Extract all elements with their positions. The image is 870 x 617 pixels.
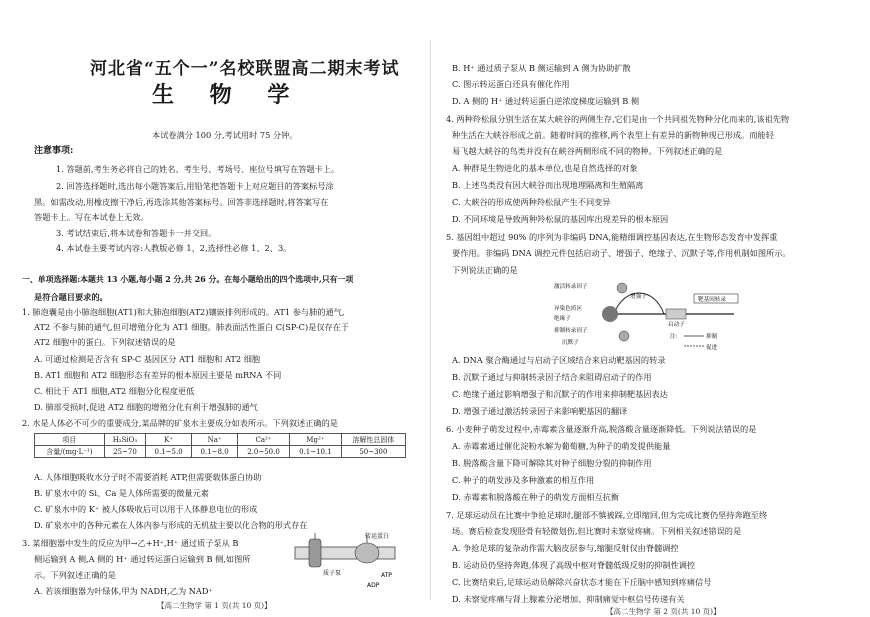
mineral-water-table bbox=[34, 433, 406, 458]
q4-option: C. 大峡谷的形成使两种羚松鼠产生不同变异 bbox=[452, 197, 611, 207]
q3-line: 示。下列叙述正确的是 bbox=[34, 570, 116, 580]
activator-shape bbox=[617, 283, 627, 293]
q5-line: 要作用。非编码 DNA 调控元件包括启动子、增强子、绝缘子、沉默子等,作用机制如图所示。 bbox=[452, 248, 791, 258]
q5-option: A. DNA 聚合酶通过与启动子区域结合来启动靶基因的转录 bbox=[452, 355, 666, 365]
q2-option: D. 矿泉水中的各种元素在人体内参与形成的无机盐主要以化合物的形式存在 bbox=[34, 520, 308, 530]
q2-option: C. 矿泉水中的 K⁺ 被人体吸收后可以用于人体静息电位的形成 bbox=[34, 504, 258, 514]
q7-option: B. 运动员仍坚持奔跑,体现了高级中枢对脊髓低级反射的抑制性调控 bbox=[452, 560, 696, 570]
q7-line: 场。赛后检查发现胫骨有轻微划伤,但比赛时未察觉疼痛。下列相关叙述错误的是 bbox=[452, 526, 742, 536]
proton-pump-shape bbox=[309, 539, 321, 567]
q6-option: B. 脱落酸含量下降可解除其对种子细胞分裂的抑制作用 bbox=[452, 458, 652, 468]
q3-line: 3. 某细胞器中发生的反应为甲→乙+H⁺,H⁺ 通过质子泵从 B bbox=[22, 538, 239, 548]
q4-option: A. 种群是生物进化的基本单位,也是自然选择的对象 bbox=[452, 163, 638, 173]
notice-line: 1. 答题前,考生务必将自己的姓名、考生号、考场号、座位号填写在答题卡上。 bbox=[56, 164, 340, 174]
gene-regulation-figure bbox=[554, 280, 744, 352]
table-header-cell: K⁺ bbox=[146, 434, 192, 446]
notice-heading: 注意事项: bbox=[34, 146, 74, 156]
q4-option: B. 上述鸟类没有因大峡谷而出现地理隔离和生殖隔离 bbox=[452, 180, 644, 190]
label-target-gene: 靶基因转录 bbox=[698, 297, 726, 303]
promoter-shape bbox=[666, 309, 686, 319]
table-header-cell: Mg²⁺ bbox=[289, 434, 341, 446]
q1-option: A. 可通过检测是否含有 SP-C 基因区分 AT1 细胞和 AT2 细胞 bbox=[34, 354, 261, 364]
notice-line: 2. 回答选择题时,选出每小题答案后,用铅笔把答题卡上对应题目的答案标号涂 bbox=[56, 181, 334, 191]
q5-line: 5. 基因组中超过 90% 的序列为非编码 DNA,能精细调控基因表达,在生物形态发育中发挥重 bbox=[446, 232, 778, 242]
table-cell: 含量/(mg·L⁻¹) bbox=[35, 446, 105, 458]
label-promoter: 启动子 bbox=[668, 322, 685, 328]
label-atp: ATP bbox=[381, 572, 392, 579]
q1-line: AT2 不参与肺的通气,但可增殖分化为 AT1 细胞。肺表面活性蛋白 C(SP-C)是仅存在于 bbox=[34, 322, 350, 332]
q4-line: 种生活在大峡谷形成之前。随着时间的推移,两个表型上有差异的新物种现已形成。而能轻 bbox=[452, 130, 774, 140]
q7-option: D. 未察觉疼痛与肾上腺素分泌增加、抑制痛觉中枢信号传递有关 bbox=[452, 594, 685, 604]
table-header-cell: 项目 bbox=[35, 434, 105, 446]
label-repressor: 抑制转录因子 bbox=[554, 328, 588, 334]
table-cell: 50~300 bbox=[341, 446, 405, 458]
label-proton-pump: 质子泵 bbox=[323, 570, 342, 577]
page-footer: 【高二生物学 第 1 页(共 10 页)】 bbox=[157, 601, 272, 610]
q2-stem: 2. 水是人体必不可少的重要成分,某品牌的矿泉水主要成分如表所示。下列叙述正确的是 bbox=[22, 418, 338, 428]
q3-option: B. H⁺ 通过质子泵从 B 侧运输到 A 侧为协助扩散 bbox=[452, 63, 631, 73]
insulator-protein-shape bbox=[602, 306, 618, 322]
transporter-shape bbox=[355, 543, 379, 563]
q4-line: 4. 两种羚松鼠分别生活在某大峡谷的两侧生存,它们是由一个共同祖先物种分化而来的,该祖先物 bbox=[446, 114, 790, 124]
q5-option: B. 沉默子通过与抑制转录因子结合来阻碍启动子的作用 bbox=[452, 372, 652, 382]
exam-info: 本试卷满分 100 分,考试用时 75 分钟。 bbox=[152, 130, 298, 140]
subject-title: 生 物 学 bbox=[152, 82, 304, 108]
table-cell: 2.0~50.0 bbox=[238, 446, 290, 458]
q1-line: AT2 细胞中的蛋白。下列叙述错误的是 bbox=[34, 337, 176, 347]
q4-line: 易飞越大峡谷的鸟类并没有在峡谷两侧形成不同的物种。下列叙述正确的是 bbox=[452, 146, 723, 156]
proton-pump-figure bbox=[287, 531, 407, 593]
label-silencer: 沉默子 bbox=[562, 340, 579, 346]
q6-option: D. 赤霉素和脱落酸在种子的萌发方面相互抗衡 bbox=[452, 492, 620, 502]
table-cell: 25~70 bbox=[104, 446, 145, 458]
label-activator: 激活转录因子 bbox=[554, 284, 588, 290]
legend-note: 注: bbox=[670, 334, 678, 340]
q5-line: 下列说法正确的是 bbox=[452, 265, 518, 275]
q6-line: 6. 小麦种子萌发过程中,赤霉素含量逐渐升高,脱落酸含量逐渐降低。下列说法错误的是 bbox=[446, 424, 757, 434]
q7-line: 7. 足球运动员在比赛中争抢足球时,腿部不慎被踩,立即缩回,但为完成比赛仍坚持奔跑至终 bbox=[446, 510, 768, 520]
section-heading-cont: 是符合题目要求的。 bbox=[34, 292, 108, 302]
notice-line: 4. 本试卷主要考试内容:人教版必修 1、2,选择性必修 1、2、3。 bbox=[56, 243, 292, 253]
table-cell: 0.1~8.0 bbox=[192, 446, 238, 458]
table-header-cell: H₂SiO₃ bbox=[104, 434, 145, 446]
q3-line: 侧运输到 A 侧,A 侧的 H⁺ 通过转运蛋白运输到 B 侧,如图所 bbox=[34, 554, 251, 564]
q6-option: A. 赤霉素通过催化淀粉水解为葡萄糖,为种子的萌发提供能量 bbox=[452, 441, 671, 451]
label-adp: ADP bbox=[367, 582, 380, 589]
q5-option: C. 绝缘子通过影响增强子和沉默子的作用来抑制靶基因表达 bbox=[452, 389, 668, 399]
q3-option: D. A 侧的 H⁺ 通过转运蛋白逆浓度梯度运输到 B 侧 bbox=[452, 96, 640, 106]
label-enhancer: 增强子 bbox=[630, 294, 647, 300]
q6-option: C. 种子的萌发涉及多种激素的相互作用 bbox=[452, 475, 595, 485]
repressor-shape bbox=[619, 331, 629, 341]
table-cell: 0.1~5.0 bbox=[146, 446, 192, 458]
q7-option: A. 争抢足球的复杂动作需大脑皮层参与,缩腿反射仅由脊髓调控 bbox=[452, 543, 679, 553]
q7-option: C. 比赛结束后,足球运动员解除兴奋状态才能在下丘脑中感知到疼痛信号 bbox=[452, 577, 712, 587]
table-header-cell: Na⁺ bbox=[192, 434, 238, 446]
q1-option: B. AT1 细胞和 AT2 细胞形态有差异的根本原因主要是 mRNA 不同 bbox=[34, 370, 282, 380]
page-footer: 【高二生物学 第 2 页(共 10 页)】 bbox=[606, 607, 721, 616]
q2-option: A. 人体细胞吸收水分子时不需要消耗 ATP,但需要载体蛋白协助 bbox=[34, 472, 262, 482]
table-header-cell: Ca²⁺ bbox=[238, 434, 290, 446]
q1-option: D. 肺部受损时,促进 AT2 细胞的增殖分化有利于增强肺的通气 bbox=[34, 402, 258, 412]
q3-option: C. 图示转运蛋白还具有催化作用 bbox=[452, 79, 570, 89]
table-cell: 0.1~10.1 bbox=[289, 446, 341, 458]
label-heterochromatin: 异染色质区 bbox=[554, 306, 582, 312]
notice-line: 3. 考试结束后,将本试卷和答题卡一并交回。 bbox=[56, 228, 217, 238]
section-heading: 一、单项选择题:本题共 13 小题,每小题 2 分,共 26 分。在每小题给出的四个选项中,只有一项 bbox=[22, 275, 354, 284]
q5-option: D. 增强子通过激活转录因子来影响靶基因的翻译 bbox=[452, 406, 628, 416]
label-transporter: 转运蛋白 bbox=[365, 533, 390, 540]
notice-line: 答题卡上。写在本试卷上无效。 bbox=[34, 212, 149, 222]
q1-line: 1. 肺泡囊是由小肺泡细胞(AT1)和大肺泡细胞(AT2)镶嵌排列形成的。AT1 参与肺的通气, bbox=[22, 307, 345, 317]
q3-option: A. 若该细胞器为叶绿体,甲为 NADH,乙为 NAD⁺ bbox=[34, 586, 213, 596]
column-divider bbox=[430, 40, 431, 600]
exam-title: 河北省“五个一”名校联盟高二期末考试 bbox=[90, 59, 400, 79]
table-row bbox=[35, 446, 406, 458]
q4-option: D. 不同环境是导致两种羚松鼠的基因库出现差异的根本原因 bbox=[452, 214, 669, 224]
legend-promote: 促进 bbox=[706, 345, 718, 351]
notice-line: 黑。如需改动,用橡皮擦干净后,再选涂其他答案标号。回答非选择题时,将答案写在 bbox=[34, 197, 329, 207]
q2-option: B. 矿泉水中的 Si、Ca 是人体所需要的微量元素 bbox=[34, 488, 209, 498]
table-header-cell: 溶解性总固体 bbox=[341, 434, 405, 446]
table-header-row bbox=[35, 434, 406, 446]
q1-option: C. 相比于 AT1 细胞,AT2 细胞分化程度更低 bbox=[34, 386, 195, 396]
label-insulator: 绝缘子 bbox=[554, 316, 571, 322]
legend-inhibit: 抑制 bbox=[706, 334, 718, 340]
